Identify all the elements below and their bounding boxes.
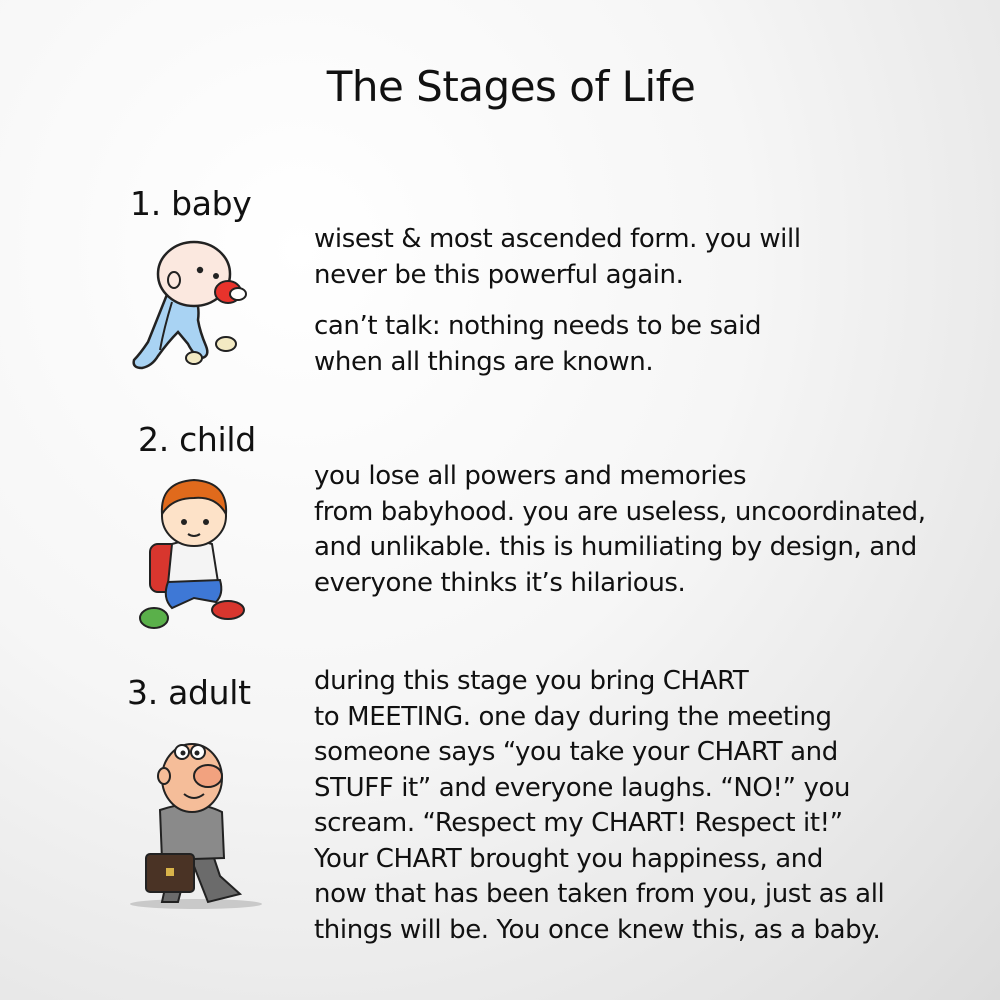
walking-child-illustration <box>132 470 252 635</box>
baby-description-2: can’t talk: nothing needs to be said when all things are known. <box>314 311 762 377</box>
page-title: The Stages of Life <box>326 62 696 111</box>
stage-label-adult: 3. adult <box>127 673 251 712</box>
stage-label-child: 2. child <box>138 420 256 459</box>
baby-description-1: wisest & most ascended form. you will never be this powerful again. <box>314 224 801 290</box>
child-description: you lose all powers and memories from babyhood. you are useless, uncoordinated, and unlikable. this is humiliating by design, and everyone thinks it’s hilarious. <box>314 461 926 598</box>
businessman-illustration <box>124 726 264 911</box>
adult-description: during this stage you bring CHART to MEETING. one day during the meeting someone says “you take your CHART and STUFF it” and everyone laughs. “NO!” you scream. “Respect my CHART! Respect it!” Your CHART brought you happiness, and now that has been taken from you, just as all things will be. You once knew this, as a baby. <box>314 666 885 945</box>
stage-label-baby: 1. baby <box>130 184 252 223</box>
crawling-baby-illustration <box>128 232 253 377</box>
